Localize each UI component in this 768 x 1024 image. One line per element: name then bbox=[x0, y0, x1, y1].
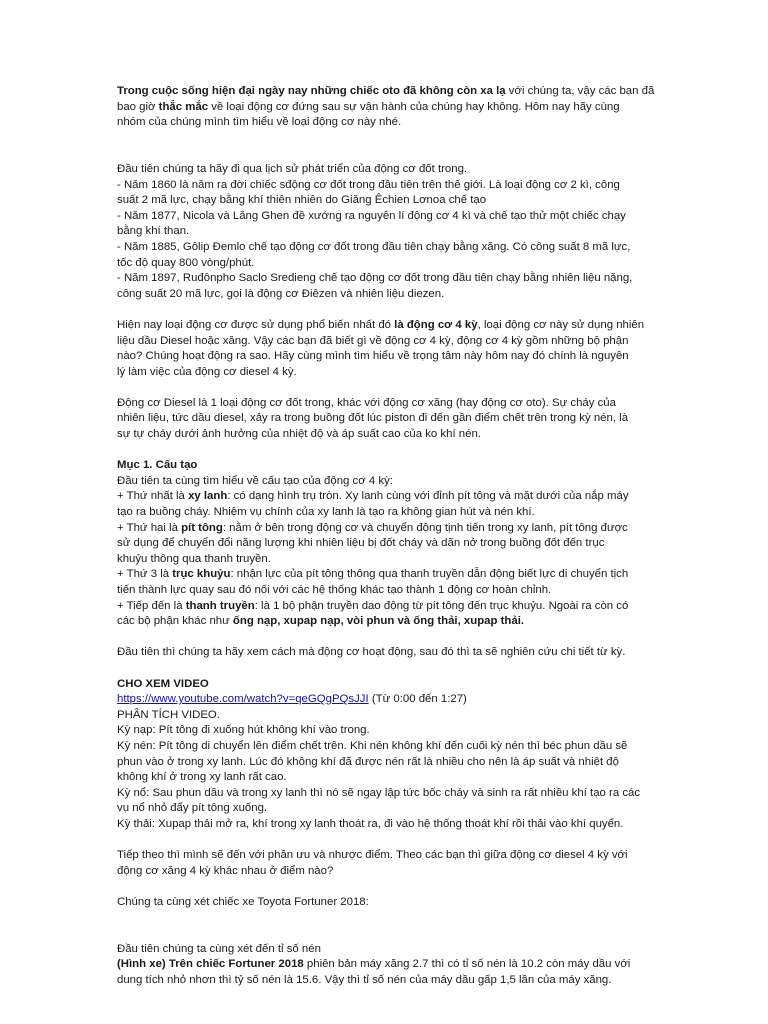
popular-line bbox=[117, 318, 657, 334]
popular-line: nào? Chúng hoạt động ra sao. Hãy cùng mình tìm hiểu về trọng tâm này hôm nay đó chính là nguyên bbox=[117, 350, 629, 363]
structure-line: tiến thành lực quay sau đó nối với các hệ thống khác tạo thành 1 động cơ hoàn chỉnh. bbox=[117, 584, 552, 596]
structure-text: : nằm ở bên trong động cơ và chuyển động tịnh tiến trong xy lanh, pít tông được bbox=[222, 521, 628, 534]
diesel-line: Động cơ Diesel là 1 loại động cơ đốt trong, khác với động cơ xăng (hay động cơ oto). Sự cháy của bbox=[117, 396, 616, 409]
video-section bbox=[117, 677, 657, 833]
toyota-paragraph bbox=[117, 895, 657, 911]
structure-text: + Thứ nhất là bbox=[117, 490, 189, 503]
structure-section bbox=[117, 458, 657, 630]
structure-text: + Thứ 3 là bbox=[117, 568, 173, 581]
intro-text: bao giờ bbox=[117, 100, 159, 113]
popular-paragraph bbox=[117, 318, 657, 380]
ratio-paragraph bbox=[117, 942, 657, 989]
spacer bbox=[117, 146, 657, 162]
ratio-bold-text: (Hình xe) Trên chiếc Fortuner 2018 bbox=[117, 958, 304, 971]
video-analysis-heading: PHÂN TÍCH VIDEO. bbox=[117, 708, 220, 721]
structure-bold-term: thanh truyền bbox=[185, 599, 255, 612]
intro-text: về loại động cơ đứng sau sự vận hành của chúng hay không. Hôm nay hãy cùng bbox=[208, 100, 620, 113]
stroke-power: vụ nổ nhỏ đẩy pít tông xuống. bbox=[117, 802, 268, 815]
youtube-link[interactable]: https://www.youtube.com/watch?v=qeGQgPQsJJI bbox=[117, 693, 369, 706]
structure-bold-term: trục khuỷu bbox=[172, 568, 231, 581]
stroke-intake: Kỳ nạp: Pít tông đi xuống hút không khí vào trong. bbox=[117, 724, 370, 737]
popular-line: lý làm việc của động cơ diesel 4 kỳ. bbox=[117, 365, 297, 378]
video-link-line bbox=[117, 692, 657, 708]
structure-text: + Thứ hai là bbox=[117, 521, 182, 534]
intro-bold-text: thắc mắc bbox=[158, 100, 209, 113]
history-line: suất 2 mã lực, chạy bằng khí thiên nhiên do Giăng Êchien Lơnoa chế tạo bbox=[117, 194, 487, 207]
toyota-line: Chúng ta cùng xét chiếc xe Toyota Fortuner 2018: bbox=[117, 895, 369, 908]
intro-line-1 bbox=[117, 84, 657, 100]
ratio-line: Đầu tiên chúng ta cùng xét đến tỉ số nén bbox=[117, 942, 321, 955]
structure-text: : có dạng hình trụ tròn. Xy lanh cùng với đỉnh pít tông và mặt dưới của nắp máy bbox=[227, 490, 629, 503]
structure-text: : là 1 bộ phận truyền dao động từ pít tông đến trục khuỷu. Ngoài ra còn có bbox=[254, 599, 629, 612]
history-line: Đầu tiên chúng ta hãy đi qua lịch sử phát triển của động cơ đốt trong. bbox=[117, 162, 468, 175]
history-paragraph bbox=[117, 162, 657, 302]
video-time: (Từ 0:00 đến 1:27) bbox=[368, 693, 467, 706]
popular-line: liệu dầu Diesel hoặc xăng. Vậy các bạn đã biết gì về động cơ 4 kỳ, động cơ 4 kỳ gồm những bộ phận bbox=[117, 334, 629, 347]
diesel-line: nhiên liệu, tức dầu diesel, xảy ra trong buồng đốt lúc piston đi đến gần điểm chết trên trong kỳ nén, là bbox=[117, 412, 629, 425]
history-line: - Năm 1877, Nicola và Lăng Ghen đề xướng ra nguyên lí động cơ 4 kì và chế tạo thử một chiếc chạy bbox=[117, 209, 626, 222]
structure-line: khuỷu thông qua thanh truyền. bbox=[117, 552, 271, 565]
popular-bold-text: là động cơ 4 kỳ bbox=[394, 318, 478, 331]
diesel-line: sự tự cháy dưới ảnh hưởng của nhiệt độ và áp suất cao của ko khí nén. bbox=[117, 428, 481, 441]
structure-item-piston bbox=[117, 521, 657, 537]
intro-line-2 bbox=[117, 100, 657, 116]
ratio-text: phiên bản máy xăng 2.7 thì có tỉ số nén là 10.2 còn máy dầu với bbox=[303, 958, 631, 971]
history-line: - Năm 1860 là năm ra đời chiếc sđộng cơ đốt trong đầu tiên trên thế giới. Là loại động cơ 2 kì, công bbox=[117, 178, 620, 191]
structure-item-connecting-rod bbox=[117, 599, 657, 615]
structure-line bbox=[117, 614, 657, 630]
compare-paragraph bbox=[117, 848, 657, 879]
structure-bold-term: pít tông bbox=[181, 521, 223, 534]
structure-line: sử dụng để chuyển đổi năng lượng khi nhiên liệu bị đốt cháy và dãn nở trong buồng đốt đến trục bbox=[117, 537, 605, 550]
spacer bbox=[117, 926, 657, 942]
structure-heading: Mục 1. Cấu tạo bbox=[117, 459, 198, 472]
structure-bold-term: xy lanh bbox=[188, 490, 228, 503]
intro-text: với chúng ta, vậy các bạn đã bbox=[505, 85, 655, 97]
stroke-exhaust: Kỳ thải: Xupap thải mở ra, khí trong xy lanh thoát ra, đi vào hệ thống thoát khí rồi thải vào khí quyển. bbox=[117, 817, 624, 830]
structure-text: : nhận lực của pít tông thông qua thanh truyền dẫn động biết lực di chuyển tịch bbox=[230, 568, 629, 581]
ratio-line: dung tích nhỏ nhơn thì tỷ số nén là 15.6. Vậy thì tỉ số nén của máy dầu gấp 1,5 lần của máy xăng. bbox=[117, 973, 612, 986]
structure-item-crankshaft bbox=[117, 567, 657, 583]
history-line: - Năm 1885, Gôlip Đemlo chế tạo động cơ đốt trong đầu tiên chạy bằng xăng. Có công suất 8 mã lực, bbox=[117, 240, 631, 253]
history-line: tốc độ quay 800 vòng/phút. bbox=[117, 256, 255, 269]
intro-line-3: nhóm của chúng mình tìm hiểu về loại động cơ này nhé. bbox=[117, 116, 402, 129]
next-line: Đầu tiên thì chúng ta hãy xem cách mà động cơ hoạt động, sau đó thì ta sẽ nghiên cứu chi tiết từ kỳ. bbox=[117, 646, 626, 659]
video-heading: CHO XEM VIDEO bbox=[117, 677, 209, 690]
structure-text: + Tiếp đến là bbox=[117, 599, 186, 612]
diesel-paragraph bbox=[117, 396, 657, 443]
intro-paragraph bbox=[117, 84, 657, 131]
history-line: bằng khí than. bbox=[117, 225, 190, 238]
popular-text: , loại động cơ này sử dụng nhiên bbox=[477, 318, 645, 331]
history-line: - Năm 1897, Ruđônpho Saclo Sredieng chế tạo động cơ đốt trong đầu tiên chạy bằng nhiên liệu nặng, bbox=[117, 272, 633, 285]
history-line: công suất 20 mã lực, gọi là động cơ Điêzen và nhiên liệu diezen. bbox=[117, 287, 445, 300]
stroke-compression: Kỳ nén: Pít tông di chuyển lên điểm chết trên. Khi nén không khí đến cuối kỳ nén thì béc phun dầu sẽ bbox=[117, 739, 628, 752]
structure-line: Đầu tiên ta cùng tìm hiểu về cấu tạo của động cơ 4 kỳ: bbox=[117, 474, 393, 487]
intro-bold-text: Trong cuộc sống hiện đại ngày nay những chiếc oto đã không còn xa lạ bbox=[117, 85, 506, 97]
stroke-power: Kỳ nổ: Sau phun dầu và trong xy lanh thì nó sẽ ngay lập tức bốc cháy và sinh ra rất nhiều khí tạo ra các bbox=[117, 786, 641, 799]
compare-line: động cơ xăng 4 kỳ khác nhau ở điểm nào? bbox=[117, 864, 334, 877]
stroke-compression: phun vào ở trong xy lanh. Lúc đó không khí đã được nén rất là nhiều cho nên là áp suất và nhiệt độ bbox=[117, 755, 619, 768]
structure-line: tạo ra buồng cháy. Nhiệm vụ chính của xy lanh là tạo ra không gian hút và nén khí. bbox=[117, 506, 535, 519]
structure-text: các bộ phận khác như bbox=[117, 615, 233, 628]
compare-line: Tiếp theo thì mình sẽ đến với phần ưu và nhược điểm. Theo các bạn thì giữa động cơ diesel 4 kỳ với bbox=[117, 849, 628, 862]
document-body bbox=[117, 84, 657, 1004]
popular-text: Hiện nay loại động cơ được sử dụng phổ biến nhất đó bbox=[117, 318, 395, 331]
structure-item-cylinder bbox=[117, 489, 657, 505]
stroke-compression: không khí ở trong xy lanh rất cao. bbox=[117, 771, 287, 784]
ratio-line bbox=[117, 957, 657, 973]
structure-bold-term: ống nạp, xupap nạp, vòi phun và ống thải, xupap thải. bbox=[232, 615, 525, 628]
next-paragraph bbox=[117, 645, 657, 661]
